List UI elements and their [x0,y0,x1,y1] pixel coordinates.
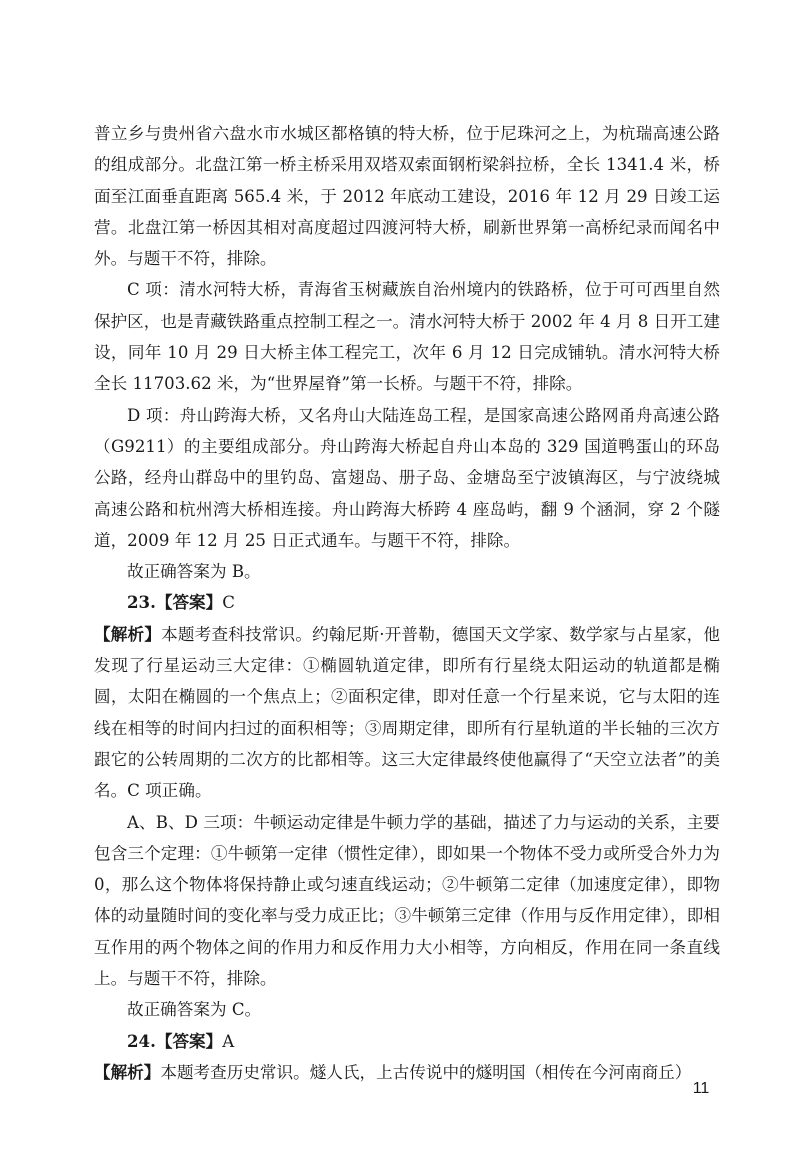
answer-value: C [222,593,235,613]
answer-label: 23.【答案】 [127,592,223,613]
answer-heading [94,587,720,618]
paragraph-text: 本题考查历史常识。燧人氏，上古传说中的燧明国（相传在今河南商丘） [160,1062,692,1082]
paragraph [94,118,720,274]
paragraph [94,807,720,995]
paragraph-text: 故正确答案为 B。 [127,562,261,582]
answer-label: 24.【答案】 [127,1030,223,1051]
analysis-label: 【解析】 [94,1061,161,1082]
paragraph-text: 普立乡与贵州省六盘水市水城区都格镇的特大桥，位于尼珠河之上，为杭瑞高速公路的组成部分。北盘江第一桥主桥采用双塔双索面钢桁梁斜拉桥，全长 1341.4 米，桥面至江面垂直距离 565.4 米，于 2012 年底动工建设，2016 年 12 月 29 日竣工运营。北盘江第一桥因其相对高度超过四渡河特大桥，刷新世界第一高桥纪录而闻名中外。与题干不符，排除。 [94,124,720,269]
analysis-paragraph [94,619,720,807]
conclusion-line [94,556,720,587]
answer-value: A [222,1031,235,1051]
paragraph-text: 本题考查科技常识。约翰尼斯·开普勒，德国天文学家、数学家与占星家，他发现了行星运动三大定律：①椭圆轨道定律，即所有行星绕太阳运动的轨道都是椭圆，太阳在椭圆的一个焦点上；②面积定律，即对任意一个行星来说，它与太阳的连线在相等的时间内扫过的面积相等；③周期定律，即所有行星轨道的半长轴的三次方跟它的公转周期的二次方的比都相等。这三大定律最终使他赢得了“天空立法者”的美名。C 项正确。 [94,624,720,801]
paragraph-text: D 项：舟山跨海大桥，又名舟山大陆连岛工程，是国家高速公路网甬舟高速公路（G9211）的主要组成部分。舟山跨海大桥起自舟山本岛的 329 国道鸭蛋山的环岛公路，经舟山群岛中的里钓岛、富翅岛、册子岛、金塘岛至宁波镇海区，与宁波绕城高速公路和杭州湾大桥相连接。舟山跨海大桥跨 4 座岛屿，翻 9 个涵洞，穿 2 个隧道，2009 年 12 月 25 日正式通车。与题干不符，排除。 [94,405,720,550]
paragraph [94,400,720,556]
analysis-paragraph [94,1057,720,1088]
paragraph-text: 故正确答案为 C。 [127,1000,262,1020]
conclusion-line [94,994,720,1025]
answer-heading [94,1026,720,1057]
paragraph-text: A、B、D 三项：牛顿运动定律是牛顿力学的基础，描述了力与运动的关系，主要包含三个定理：①牛顿第一定律（惯性定律），即如果一个物体不受力或所受合外力为 0，那么这个物体将保持静止或匀速直线运动；②牛顿第二定律（加速度定律），即物体的动量随时间的变化率与受力成正比；③牛顿第三定律（作用与反作用定律），即相互作用的两个物体之间的作用力和反作用力大小相等，方向相反，作用在同一条直线上。与题干不符，排除。 [94,812,720,989]
paragraph [94,274,720,399]
page-body [94,118,720,1088]
page-number: 11 [692,1080,710,1097]
analysis-label: 【解析】 [94,623,162,644]
paragraph-text: C 项：清水河特大桥，青海省玉树藏族自治州境内的铁路桥，位于可可西里自然保护区，也是青藏铁路重点控制工程之一。清水河特大桥于 2002 年 4 月 8 日开工建设，同年 10 月 29 日大桥主体工程完工，次年 6 月 12 日完成铺轨。清水河特大桥全长 11703.62 米，为“世界屋脊”第一长桥。与题干不符，排除。 [94,280,720,394]
